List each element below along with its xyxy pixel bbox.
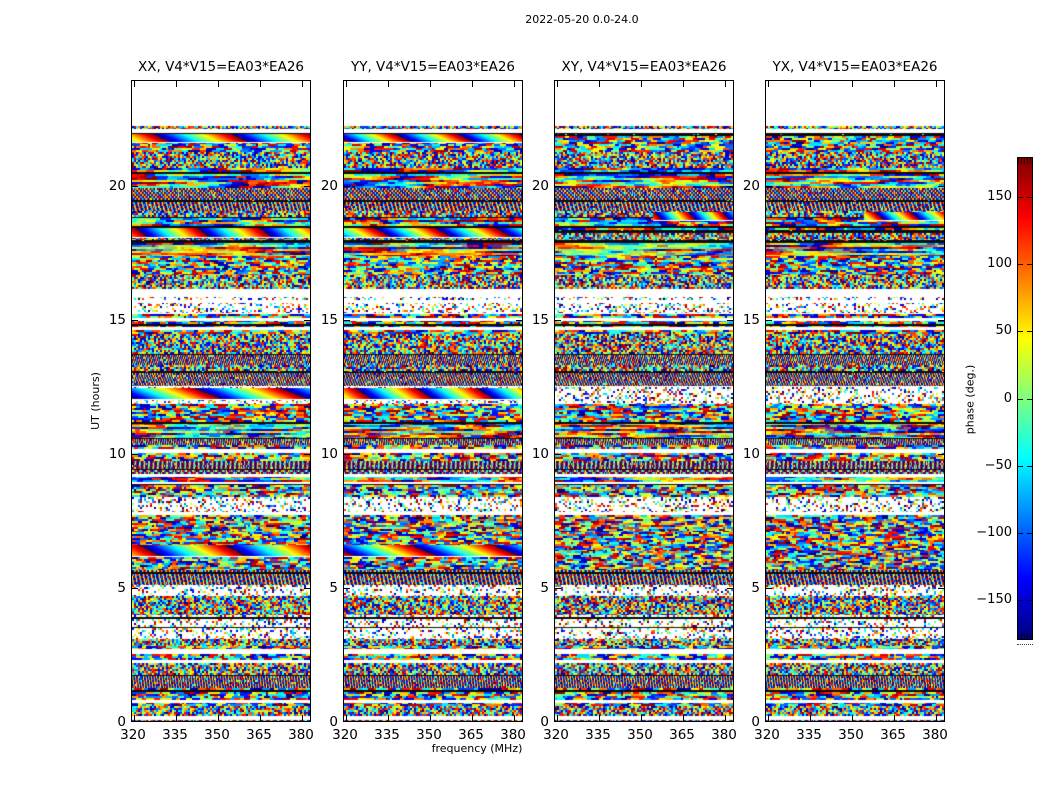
colorbar-tick <box>1018 600 1023 601</box>
y-axis-tick <box>132 588 138 589</box>
x-tick-label: 335 <box>162 727 188 743</box>
x-tick-label: 365 <box>880 727 906 743</box>
y-tick-label: 15 <box>742 312 760 328</box>
x-axis-tick <box>260 81 261 87</box>
y-axis-tick <box>344 320 350 321</box>
y-tick-label: 20 <box>320 178 338 194</box>
ut-hours-axis-label: UT (hours) <box>89 372 102 430</box>
y-tick-label: 10 <box>742 446 760 462</box>
x-tick-label: 350 <box>204 727 230 743</box>
y-tick-label: 20 <box>531 178 549 194</box>
y-tick-label: 0 <box>540 714 549 730</box>
x-axis-tick <box>218 81 219 87</box>
x-axis-tick <box>852 81 853 87</box>
x-axis-tick <box>810 81 811 87</box>
y-axis-tick <box>938 320 944 321</box>
y-axis-tick <box>132 186 138 187</box>
y-tick-label: 5 <box>329 580 338 596</box>
panel-title-yy: YY, V4*V15=EA03*EA26 <box>350 59 515 75</box>
colorbar-tick-label: 150 <box>987 189 1012 204</box>
phase-heatmap-canvas-yy <box>344 81 522 721</box>
y-tick-label: 0 <box>117 714 126 730</box>
x-tick-label: 350 <box>627 727 653 743</box>
y-axis-tick <box>132 320 138 321</box>
x-axis-tick <box>894 81 895 87</box>
x-axis-tick <box>641 81 642 87</box>
panel-title-yx: YX, V4*V15=EA03*EA26 <box>772 59 938 75</box>
panel-title-xx: XX, V4*V15=EA03*EA26 <box>137 59 304 75</box>
x-tick-label: 320 <box>332 727 358 743</box>
x-axis-tick <box>346 81 347 87</box>
colorbar-tick-label: 100 <box>987 256 1012 271</box>
x-axis-tick <box>936 81 937 87</box>
x-axis-tick <box>430 81 431 87</box>
colorbar-tick-label: −50 <box>984 458 1012 473</box>
x-tick-label: 320 <box>754 727 780 743</box>
colorbar-tick <box>1018 533 1023 534</box>
figure-title: 2022-05-20 0.0-24.0 <box>525 13 639 26</box>
y-axis-tick <box>344 588 350 589</box>
x-axis-tick <box>176 81 177 87</box>
colorbar-tick <box>1027 264 1032 265</box>
y-axis-tick <box>555 454 561 455</box>
y-axis-tick <box>344 186 350 187</box>
x-axis-tick <box>472 81 473 87</box>
y-tick-label: 0 <box>329 714 338 730</box>
x-axis-tick <box>725 81 726 87</box>
colorbar-end-hatch <box>1018 633 1032 639</box>
y-tick-label: 20 <box>108 178 126 194</box>
phase-panel-xy <box>554 80 734 722</box>
x-tick-label: 350 <box>416 727 442 743</box>
x-tick-label: 335 <box>374 727 400 743</box>
x-axis-tick <box>641 715 642 721</box>
x-axis-tick <box>430 715 431 721</box>
x-axis-tick <box>768 715 769 721</box>
y-axis-tick <box>938 588 944 589</box>
y-tick-label: 5 <box>540 580 549 596</box>
y-axis-tick <box>766 320 772 321</box>
y-axis-tick <box>344 454 350 455</box>
x-tick-label: 365 <box>458 727 484 743</box>
y-axis-tick <box>555 186 561 187</box>
x-axis-tick <box>557 81 558 87</box>
y-tick-label: 5 <box>117 580 126 596</box>
phase-panel-yy <box>343 80 523 722</box>
y-axis-tick <box>766 454 772 455</box>
x-tick-label: 380 <box>711 727 737 743</box>
colorbar-tick-label: 0 <box>1003 391 1012 406</box>
x-tick-label: 335 <box>796 727 822 743</box>
y-tick-label: 20 <box>742 178 760 194</box>
x-axis-tick <box>472 715 473 721</box>
y-tick-label: 15 <box>320 312 338 328</box>
x-tick-label: 380 <box>500 727 526 743</box>
x-axis-tick <box>683 81 684 87</box>
colorbar-tick <box>1018 331 1023 332</box>
phase-panel-yx <box>765 80 945 722</box>
x-axis-tick <box>810 715 811 721</box>
y-tick-label: 15 <box>108 312 126 328</box>
colorbar-label: phase (deg.) <box>963 364 977 435</box>
y-axis-tick <box>766 588 772 589</box>
y-axis-tick <box>766 186 772 187</box>
colorbar-dotted-baseline <box>1017 643 1033 645</box>
x-axis-tick <box>346 715 347 721</box>
x-tick-label: 365 <box>669 727 695 743</box>
x-axis-tick <box>936 715 937 721</box>
phase-heatmap-canvas-xx <box>132 81 310 721</box>
y-tick-label: 10 <box>531 446 549 462</box>
x-axis-tick <box>852 715 853 721</box>
x-tick-label: 350 <box>838 727 864 743</box>
y-tick-label: 0 <box>751 714 760 730</box>
x-axis-tick <box>768 81 769 87</box>
y-tick-label: 10 <box>108 446 126 462</box>
y-axis-tick <box>555 588 561 589</box>
x-axis-tick <box>260 715 261 721</box>
x-axis-tick <box>134 715 135 721</box>
x-axis-tick <box>599 81 600 87</box>
colorbar-tick <box>1018 399 1023 400</box>
x-axis-tick <box>218 715 219 721</box>
x-tick-label: 380 <box>922 727 948 743</box>
phase-heatmap-canvas-yx <box>766 81 944 721</box>
x-tick-label: 380 <box>288 727 314 743</box>
colorbar-tick <box>1027 197 1032 198</box>
frequency-axis-label: frequency (MHz) <box>431 742 523 755</box>
colorbar-end-hatch <box>1018 158 1032 164</box>
colorbar-tick <box>1027 331 1032 332</box>
y-tick-label: 10 <box>320 446 338 462</box>
x-tick-label: 335 <box>585 727 611 743</box>
colorbar-tick-label: 50 <box>995 323 1012 338</box>
colorbar-tick <box>1027 600 1032 601</box>
x-axis-tick <box>514 81 515 87</box>
colorbar-tick <box>1027 399 1032 400</box>
x-axis-tick <box>302 81 303 87</box>
phase-panel-xx <box>131 80 311 722</box>
x-tick-label: 320 <box>120 727 146 743</box>
colorbar-tick <box>1027 466 1032 467</box>
x-axis-tick <box>388 715 389 721</box>
colorbar-tick <box>1018 466 1023 467</box>
x-axis-tick <box>557 715 558 721</box>
y-axis-tick <box>938 186 944 187</box>
y-tick-label: 15 <box>531 312 549 328</box>
x-tick-label: 365 <box>246 727 272 743</box>
x-axis-tick <box>683 715 684 721</box>
colorbar-tick <box>1027 533 1032 534</box>
colorbar-tick-label: −100 <box>976 525 1012 540</box>
x-axis-tick <box>894 715 895 721</box>
x-axis-tick <box>388 81 389 87</box>
x-axis-tick <box>599 715 600 721</box>
x-tick-label: 320 <box>543 727 569 743</box>
x-axis-tick <box>176 715 177 721</box>
y-axis-tick <box>938 454 944 455</box>
colorbar-tick <box>1018 264 1023 265</box>
panel-title-xy: XY, V4*V15=EA03*EA26 <box>561 59 727 75</box>
colorbar-tick-label: −150 <box>976 592 1012 607</box>
y-axis-tick <box>132 454 138 455</box>
colorbar-tick <box>1018 197 1023 198</box>
x-axis-tick <box>134 81 135 87</box>
y-tick-label: 5 <box>751 580 760 596</box>
phase-heatmap-canvas-xy <box>555 81 733 721</box>
y-axis-tick <box>555 320 561 321</box>
